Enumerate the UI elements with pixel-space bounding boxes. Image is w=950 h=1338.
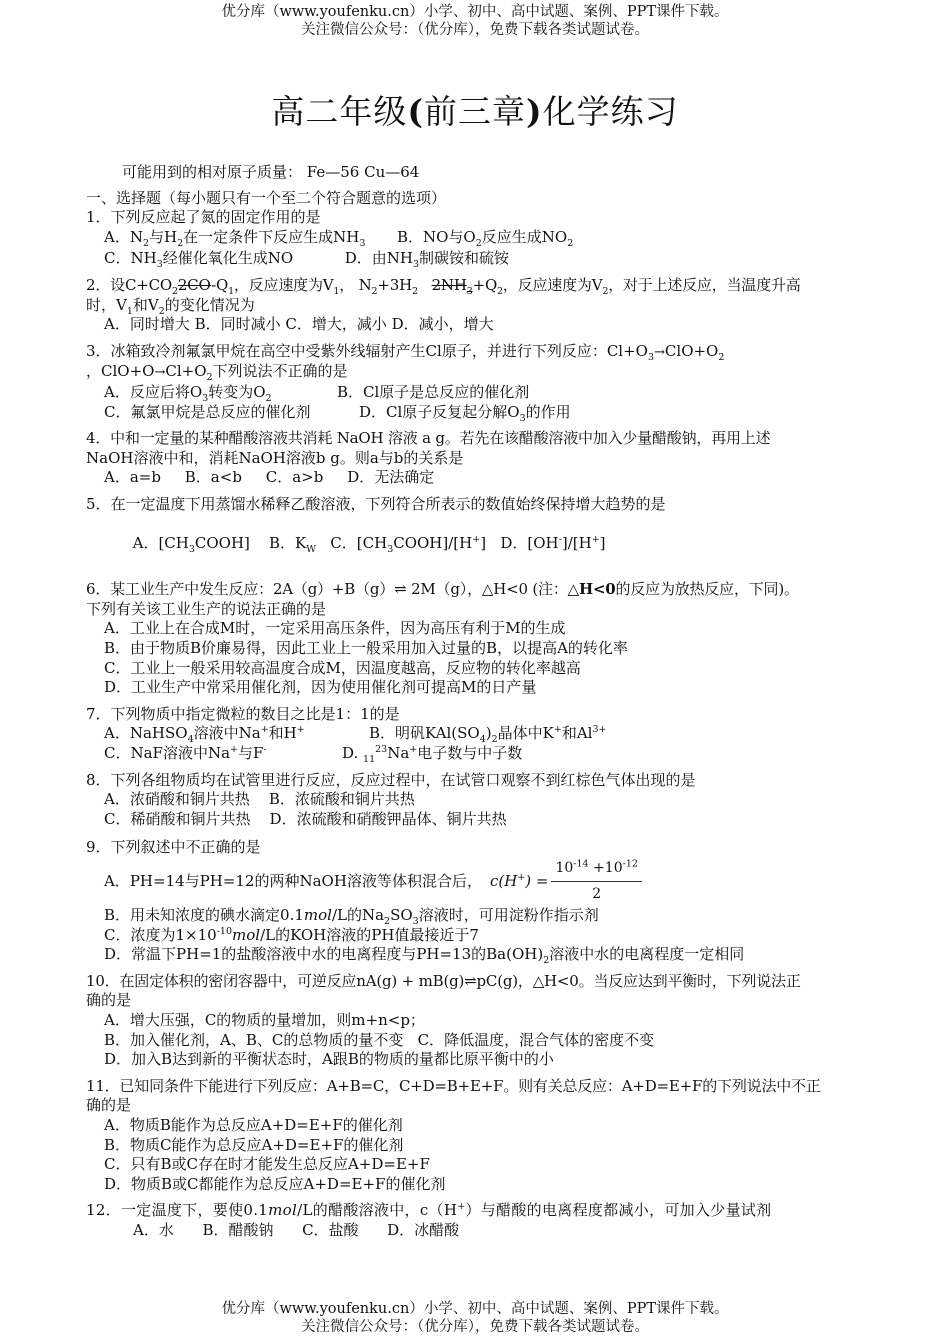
text: 与H bbox=[149, 227, 178, 246]
option-a: A．工业上在合成M时，一定采用高压条件，因为高压有利于M的生成 bbox=[104, 619, 566, 638]
subscript: 2 bbox=[497, 285, 503, 297]
text: ClO+O bbox=[664, 341, 719, 360]
question-stem: 5．在一定温度下用蒸馏水稀释乙酸溶液，下列符合所表示的数值始终保持增大趋势的是 bbox=[86, 494, 666, 513]
formula-lhs bbox=[490, 872, 549, 892]
option-b: B．NO与O bbox=[396, 227, 476, 246]
page-footer bbox=[0, 1300, 950, 1336]
numerator bbox=[551, 859, 641, 882]
question-12 bbox=[86, 1201, 866, 1240]
subscript: 4 bbox=[479, 734, 486, 746]
page-title bbox=[0, 86, 950, 133]
question-stem bbox=[86, 1201, 866, 1221]
subscript: 2 bbox=[567, 237, 574, 249]
superscript: 3+ bbox=[592, 724, 607, 736]
subscript: 3 bbox=[466, 285, 473, 297]
option-a: A．[CH bbox=[132, 534, 189, 553]
equilibrium-arrow: ⇌ bbox=[464, 971, 477, 990]
text: 与F bbox=[238, 744, 264, 763]
options-row bbox=[86, 724, 866, 744]
question-stem-cont: 确的是 bbox=[86, 991, 132, 1010]
italic-text: mol bbox=[232, 925, 261, 944]
text: ]/[H bbox=[561, 534, 592, 553]
text: 经催化氧化生成NO bbox=[162, 249, 294, 268]
text: ) = bbox=[525, 872, 549, 891]
subscript: 1 bbox=[333, 285, 340, 297]
option-c: C．[CH bbox=[315, 534, 388, 553]
text: ，对于上述反应，当温度升高 bbox=[608, 275, 801, 294]
text: ， N bbox=[339, 275, 372, 294]
question-6 bbox=[86, 580, 866, 698]
superscript: -12 bbox=[622, 858, 638, 870]
question-9 bbox=[86, 838, 866, 967]
options-row bbox=[86, 228, 866, 248]
superscript: + bbox=[230, 744, 238, 756]
option-a: A．N bbox=[104, 227, 143, 246]
subscript: 3 bbox=[412, 916, 419, 927]
option-d: ] D．[OH bbox=[480, 534, 559, 553]
text: +3H bbox=[377, 275, 412, 294]
question-stem: 11．已知同条件下能进行下列反应：A+B=C，C+D=B+E+F。则有关总反应：A+D=E+F的下列说法中不正 bbox=[86, 1076, 821, 1095]
subscript: 3 bbox=[359, 237, 366, 249]
text: 电子数与中子数 bbox=[417, 744, 523, 763]
subscript: 2 bbox=[177, 237, 184, 249]
text: /L的醋酸溶液中，c（H bbox=[297, 1201, 458, 1220]
question-10 bbox=[86, 972, 866, 1070]
question-stem: 4．中和一定量的某种醋酸溶液共消耗 NaOH 溶液 a g。若先在该醋酸溶液中加入少量醋酸钠，再用上述 bbox=[86, 429, 771, 448]
header-line-1: 优分库（www.youfenku.cn）小学、初中、高中试题、案例、PPT课件下载。 bbox=[221, 4, 729, 20]
option-c: C．工业上一般采用较高温度合成M，因温度越高，反应物的转化率越高 bbox=[104, 658, 581, 677]
question-1 bbox=[86, 208, 866, 269]
text: Cl+O bbox=[165, 362, 207, 381]
text: ，ClO+O bbox=[86, 362, 155, 381]
subscript: 1 bbox=[126, 305, 133, 317]
text: 制碳铵和硫铵 bbox=[419, 249, 510, 268]
option-d: D．Cl原子反复起分解O bbox=[359, 402, 520, 421]
options-row bbox=[86, 383, 866, 403]
question-stem-cont bbox=[86, 296, 866, 316]
options-row bbox=[86, 403, 866, 423]
subscript: 3 bbox=[387, 544, 394, 556]
subscript: 2 bbox=[411, 285, 418, 297]
option-bc: B．加入催化剂，A、B、C的总物质的量不变 C．降低温度，混合气体的密度不变 bbox=[104, 1030, 655, 1049]
subscript: 3 bbox=[188, 544, 195, 556]
text: COOH]/[H bbox=[393, 534, 473, 553]
subscript: 11 bbox=[363, 754, 376, 766]
option-d: D. bbox=[342, 744, 364, 763]
bold-text: H<0 bbox=[578, 580, 616, 599]
subscript: 2 bbox=[265, 392, 272, 404]
title-paren-open: ( bbox=[407, 92, 424, 131]
superscript: + bbox=[517, 872, 526, 884]
subscript: 3 bbox=[519, 412, 526, 424]
subscript: 2 bbox=[384, 916, 391, 927]
option-c: C．NH bbox=[104, 249, 157, 268]
page-header bbox=[0, 3, 950, 39]
text: 的变化情况为 bbox=[164, 295, 255, 314]
text: 时，V bbox=[86, 295, 127, 314]
text: 反应生成NO bbox=[481, 227, 568, 246]
option-a: A．物质B能作为总反应A+D=E+F的催化剂 bbox=[104, 1115, 403, 1134]
text: 和H bbox=[268, 724, 297, 743]
options-row: A．浓硝酸和铜片共热 B．浓硫酸和铜片共热 bbox=[104, 790, 415, 809]
subscript: 3 bbox=[202, 392, 209, 404]
question-stem bbox=[86, 580, 866, 600]
options-row: A．a=b B．a<b C．a>b D．无法确定 bbox=[104, 468, 435, 487]
question-stem bbox=[86, 276, 866, 296]
footer-line-1: 优分库（www.youfenku.cn）小学、初中、高中试题、案例、PPT课件下载。 bbox=[221, 1301, 729, 1317]
text: 和Al bbox=[561, 724, 593, 743]
subscript: 3 bbox=[412, 259, 420, 271]
subscript: 2 bbox=[718, 351, 725, 363]
text: pC(g)，△H<0。当反应达到平衡时，下列说法正 bbox=[476, 971, 801, 990]
subscript: 2 bbox=[206, 372, 213, 384]
text: 的反应为放热反应，下同)。 bbox=[615, 580, 799, 599]
subscript: 2 bbox=[171, 285, 178, 297]
option-a bbox=[86, 858, 866, 906]
superscript: + bbox=[409, 744, 418, 756]
question-stem: 8．下列各组物质均在试管里进行反应，反应过程中，在试管口观察不到红棕色气体出现的是 bbox=[86, 770, 696, 789]
text: 溶液中水的电离程度一定相同 bbox=[549, 945, 745, 964]
text: 10 bbox=[555, 860, 574, 877]
option-b: B．明矾KAl(SO bbox=[369, 724, 480, 743]
options-row: A．水 B．醋酸钠 C．盐酸 D．冰醋酸 bbox=[133, 1220, 460, 1239]
text: /L的Na bbox=[331, 906, 385, 924]
question-stem: 7．下列物质中指定微粒的数目之比是1：1的是 bbox=[86, 704, 400, 723]
text: 10．在固定体积的密闭容器中，可逆反应nA(g) + mB(g) bbox=[86, 971, 465, 990]
text: 12．一定温度下，要使0.1 bbox=[86, 1201, 269, 1220]
option-b: B．物质C能作为总反应A+D=E+F的催化剂 bbox=[104, 1135, 404, 1154]
text: 和V bbox=[132, 295, 159, 314]
title-paren-close: ) bbox=[526, 92, 543, 131]
text: -Q bbox=[211, 275, 229, 294]
subscript: 2 bbox=[371, 285, 378, 297]
footer-line-2: 关注微信公众号：（优分库），免费下载各类试题试卷。 bbox=[301, 1319, 649, 1335]
options-row bbox=[86, 249, 866, 269]
question-7 bbox=[86, 705, 866, 764]
question-stem: 1．下列反应起了氮的固定作用的是 bbox=[86, 208, 321, 227]
text: B．用未知浓度的碘水滴定0.1 bbox=[104, 906, 304, 924]
superscript: + bbox=[591, 534, 600, 546]
text: ）与醋酸的电离程度都减小，可加入少量试剂 bbox=[465, 1201, 772, 1220]
subscript: 2 bbox=[475, 237, 482, 249]
option-d bbox=[86, 945, 866, 965]
options-row bbox=[86, 515, 866, 574]
subscript: 2 bbox=[158, 305, 165, 317]
options-row: C．稀硝酸和铜片共热 D．浓硫酸和硝酸钾晶体、铜片共热 bbox=[104, 809, 507, 828]
question-stem-cont bbox=[86, 362, 866, 383]
text: 转变为O bbox=[208, 382, 266, 401]
option-d: D．工业生产中常采用催化剂，因为使用催化剂可提高M的日产量 bbox=[104, 678, 537, 697]
text: SO bbox=[390, 906, 413, 924]
title-part: 前三章 bbox=[424, 92, 526, 131]
option-c: C．氟氯甲烷是总反应的催化剂 bbox=[104, 402, 311, 421]
subscript: 3 bbox=[156, 259, 163, 271]
superscript: + bbox=[457, 1201, 466, 1213]
superscript: + bbox=[296, 724, 305, 736]
option-a: A．反应后将O bbox=[104, 382, 203, 401]
text: C．浓度为1×10 bbox=[104, 925, 217, 944]
text: ，反应速度为V bbox=[233, 275, 334, 294]
text: 2M（g），△H<0 (注：△ bbox=[406, 580, 579, 599]
text: c(H bbox=[489, 872, 518, 891]
fraction bbox=[551, 859, 641, 904]
option-c: C．NaF溶液中Na bbox=[104, 744, 231, 763]
text: Na bbox=[387, 744, 410, 763]
subscript: 2 bbox=[602, 285, 609, 297]
header-line-2: 关注微信公众号：（优分库），免费下载各类试题试卷。 bbox=[301, 22, 649, 38]
subscript: 3 bbox=[647, 351, 655, 363]
exam-content bbox=[86, 163, 866, 1241]
text: 在一定条件下反应生成NH bbox=[183, 227, 360, 246]
section-heading: 一、选择题（每小题只有一个至二个符合题意的选项） bbox=[86, 188, 447, 207]
text: 2CO bbox=[177, 275, 212, 294]
option-d: D．物质B或C都能作为总反应A+D=E+F的催化剂 bbox=[104, 1174, 446, 1193]
text: 晶体中K bbox=[497, 724, 554, 743]
option-b: B．Cl原子是总反应的催化剂 bbox=[337, 382, 530, 401]
title-part: 高二年级 bbox=[271, 92, 408, 131]
superscript: + bbox=[260, 724, 269, 736]
text: 溶液时，可用淀粉作指示剂 bbox=[418, 906, 599, 924]
text: 下列说法不正确的是 bbox=[212, 362, 348, 381]
question-stem-cont: NaOH溶液中和，消耗NaOH溶液b g。则a与b的关系是 bbox=[86, 448, 464, 467]
text: 2NH bbox=[431, 275, 467, 294]
option-b bbox=[86, 906, 866, 926]
text: D．常温下PH=1的盐酸溶液中水的电离程度与PH=13的Ba(OH) bbox=[104, 945, 544, 964]
text: ，反应速度为V bbox=[502, 275, 603, 294]
italic-text: mol bbox=[303, 906, 332, 924]
italic-text: mol bbox=[268, 1201, 298, 1220]
text: 3．冰箱致冷剂氟氯甲烷在高空中受紫外线辐射产生Cl原子，并进行下列反应：Cl+O bbox=[86, 341, 648, 360]
text: ) bbox=[485, 724, 492, 743]
question-stem-cont: 下列有关该工业生产的说法正确的是 bbox=[86, 599, 327, 618]
subscript: 2 bbox=[543, 955, 550, 967]
text: 2．设C+CO bbox=[86, 275, 172, 294]
text: +10 bbox=[588, 860, 623, 877]
question-stem bbox=[86, 972, 866, 992]
text: A．PH=14与PH=12的两种NaOH溶液等体积混合后， bbox=[104, 872, 482, 891]
option-d: D．由NH bbox=[344, 249, 413, 268]
arrow: → bbox=[154, 365, 166, 381]
options-row: A．同时增大 B．同时减小 C．增大，减小 D．减小，增大 bbox=[104, 315, 494, 334]
text: 6．某工业生产中发生反应：2A（g）+B（g） bbox=[86, 580, 395, 599]
superscript: -14 bbox=[573, 858, 589, 870]
question-stem: 9．下列叙述中不正确的是 bbox=[86, 838, 261, 857]
option-a: A．增大压强，C的物质的量增加，则m+n<p； bbox=[104, 1010, 425, 1029]
option-c: C．只有B或C存在时才能发生总反应A+D=E+F bbox=[104, 1155, 430, 1174]
question-11 bbox=[86, 1077, 866, 1195]
title-part: 化学练习 bbox=[542, 92, 679, 131]
superscript: + bbox=[472, 534, 481, 546]
question-stem bbox=[86, 342, 866, 363]
text: 的作用 bbox=[525, 402, 571, 421]
options-row bbox=[86, 744, 866, 764]
question-8 bbox=[86, 771, 866, 830]
subscript: 2 bbox=[142, 237, 150, 249]
subscript: 4 bbox=[187, 734, 194, 746]
subscript: 1 bbox=[228, 285, 234, 297]
option-d: D．加入B达到新的平衡状态时，A跟B的物质的量都比原平衡中的小 bbox=[104, 1050, 554, 1069]
text: +Q bbox=[472, 275, 498, 294]
text: 溶液中Na bbox=[193, 724, 261, 743]
question-stem-cont: 确的是 bbox=[86, 1096, 132, 1115]
equilibrium-arrow: ⇌ bbox=[394, 580, 407, 599]
superscript: + bbox=[553, 724, 562, 736]
option-b: B．由于物质B价廉易得，因此工业上一般采用加入过量的B，以提高A的转化率 bbox=[104, 639, 628, 658]
subscript: W bbox=[306, 544, 316, 556]
text: /L的KOH溶液的PH值最接近于7 bbox=[260, 925, 479, 944]
option-c bbox=[86, 926, 866, 946]
superscript: 23 bbox=[375, 744, 388, 756]
text: ] bbox=[599, 534, 606, 553]
option-b: COOH] B．K bbox=[194, 534, 307, 553]
question-2 bbox=[86, 276, 866, 335]
arrow: → bbox=[654, 344, 665, 360]
question-4 bbox=[86, 429, 866, 488]
denominator: 2 bbox=[592, 886, 602, 902]
question-5 bbox=[86, 495, 866, 573]
superscript: - bbox=[558, 534, 562, 546]
option-a: A．NaHSO bbox=[104, 724, 188, 743]
question-3 bbox=[86, 342, 866, 422]
subscript: 2 bbox=[491, 734, 498, 746]
superscript: - bbox=[263, 744, 267, 756]
atomic-mass-note: 可能用到的相对原子质量： Fe—56 Cu—64 bbox=[122, 163, 420, 181]
superscript: -10 bbox=[216, 925, 232, 937]
